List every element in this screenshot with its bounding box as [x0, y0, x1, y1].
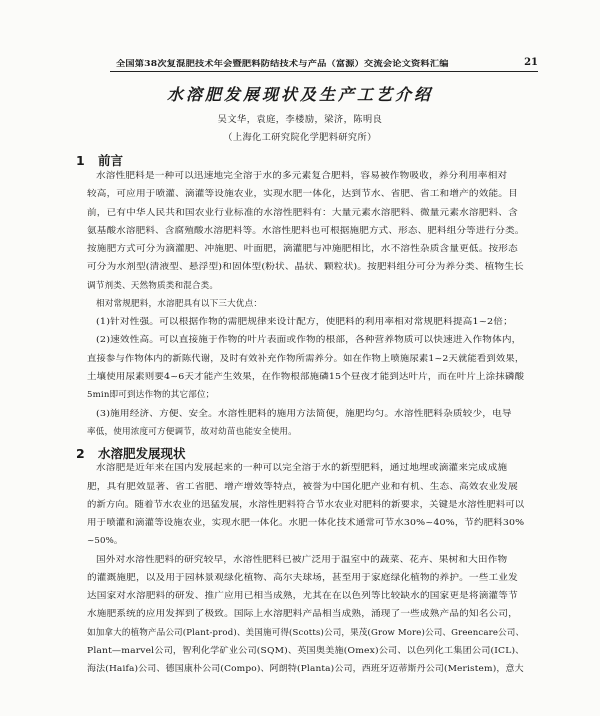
paragraph-line: 相对常规肥料，水溶肥具有以下三大优点： [96, 299, 263, 309]
paragraph-line: 土壤使用尿素则要4~6天才能产生效果，在作物根部施磷15个昼夜才能到达叶片，而在叶片上涂抹磷酸 [87, 372, 525, 382]
section-title-1: 前言 [98, 153, 124, 168]
paragraph-line: 率低，使用浓度可方便调节，故对幼苗也能安全使用。 [87, 427, 297, 437]
paragraph-line: 达国家对水溶肥料的研发、推广应用已相当成熟，尤其在在以色列等比较缺水的国家更是将滴灌等节 [87, 591, 518, 601]
paragraph-line: 水溶性肥料是一种可以迅速地完全溶于水的多元素复合肥料，容易被作物吸收，养分利用率相对 [96, 171, 508, 181]
paragraph-line: 可分为水剂型(清液型、悬浮型)和固体型(粉状、晶状、颗粒状)。按肥料组分可分为养分类、植物生长 [87, 262, 524, 272]
paragraph-line: 氨基酸水溶肥料、含腐殖酸水溶肥料等。水溶性肥料也可根据施肥方式、形态、肥料组分等进行分类。 [87, 226, 525, 236]
header-rule [110, 71, 538, 72]
section-number-1: 1 [76, 153, 85, 168]
paragraph-line: 水施肥系统的应用发挥到了极致。国际上水溶肥料产品相当成熟，涌现了一些成熟产品的知名公司， [87, 609, 518, 619]
paragraph-line: 海法(Haifa)公司、德国康朴公司(Compo)、阿朗特(Planta)公司，西班牙迈蒂斯丹公司(Meristem)，意大 [87, 664, 524, 674]
paragraph-line: 5min即可到达作物的其它部位； [87, 390, 215, 400]
paragraph-line: 水溶肥是近年来在国内发展起来的一种可以完全溶于水的新型肥料，通过地埋或滴灌来完成成施 [96, 463, 508, 473]
article-affiliation: （上海化工研究院化学肥料研究所） [223, 132, 377, 143]
paragraph-line: 前，已有中华人民共和国农业行业标准的水溶性肥料有：大量元素水溶肥料、微量元素水溶肥料、含 [87, 208, 518, 218]
paragraph-line: 肥，具有肥效显著、省工省肥、增产增效等特点，被誉为中国化肥产业和有机、生态、高效农业发展 [87, 482, 518, 492]
section-title-2: 水溶肥发展现状 [98, 446, 186, 461]
paragraph-line: 调节剂类、天然物质类和混合类。 [87, 281, 219, 291]
paragraph-line: Plant—marvel公司，智利化学矿业公司(SQM)、英国奥美施(Omex)公司、以色列化工集团公司(ICL)、 [87, 646, 525, 656]
running-title: 全国第38次复混肥技术年会暨肥料防结技术与产品（富源）交流会论文资料汇编 [116, 58, 449, 68]
section-number-2: 2 [76, 446, 85, 461]
paragraph-line: (1)针对性强。可以根据作物的需肥规律来设计配方，使肥料的利用率相对常规肥料提高1~2倍； [96, 317, 513, 327]
paragraph-line: ~50%。 [87, 536, 123, 546]
paragraph-line: 较高，可应用于喷灌、滴灌等设施农业，实现水肥一体化，达到节水、省肥、省工和增产的效能。目 [87, 189, 518, 199]
paragraph-line: 的新方向。随着节水农业的迅猛发展，水溶性肥料符合节水农业对肥料的新要求，关键是水溶性肥料可以 [87, 500, 525, 510]
paragraph-line: (2)速效性高。可以直接施于作物的叶片表面或作物的根部，各种营养物质可以快速进入作物体内， [96, 335, 522, 345]
paragraph-line: 按施肥方式可分为滴灌肥、冲施肥、叶面肥，滴灌肥与冲施肥相比，水不溶性杂质含量更低。按形态 [87, 244, 518, 254]
paragraph-line: 如加拿大的植物产品公司(Plant-prod)、美国施可得(Scotts)公司，果茂(Grow More)公司、Greencare公司、 [87, 628, 525, 638]
paragraph-line: 国外对水溶性肥料的研究较早，水溶性肥料已被广泛用于温室中的蔬菜、花卉、果树和大田作物 [96, 555, 508, 565]
article-title: 水溶肥发展现状及生产工艺介绍 [166, 85, 433, 104]
paragraph-line: 的灌溉施肥，以及用于园林景观绿化植物、高尔夫球场，甚至用于家庭绿化植物的养护。一些工业发 [87, 573, 518, 583]
article-authors: 吴文华，袁庭，李楼励，梁济，陈明良 [217, 114, 383, 125]
paragraph-line: 用于喷灌和滴灌等设施农业，实现水肥一体化。水肥一体化技术通常可节水30%~40%，节约肥料30% [87, 518, 525, 528]
page-number: 21 [524, 57, 538, 68]
section-heading-1 [76, 151, 123, 169]
section-heading-2 [76, 444, 186, 462]
paragraph-line: 直接参与作物体内的新陈代谢，及时有效补充作物所需养分。如在作物上喷施尿素1~2天就能看到效果， [87, 354, 525, 364]
running-header [110, 56, 538, 72]
paragraph-line: (3)施用经济、方便、安全。水溶性肥料的施用方法简便，施肥均匀。水溶性肥料杂质较少，电导 [96, 409, 512, 419]
